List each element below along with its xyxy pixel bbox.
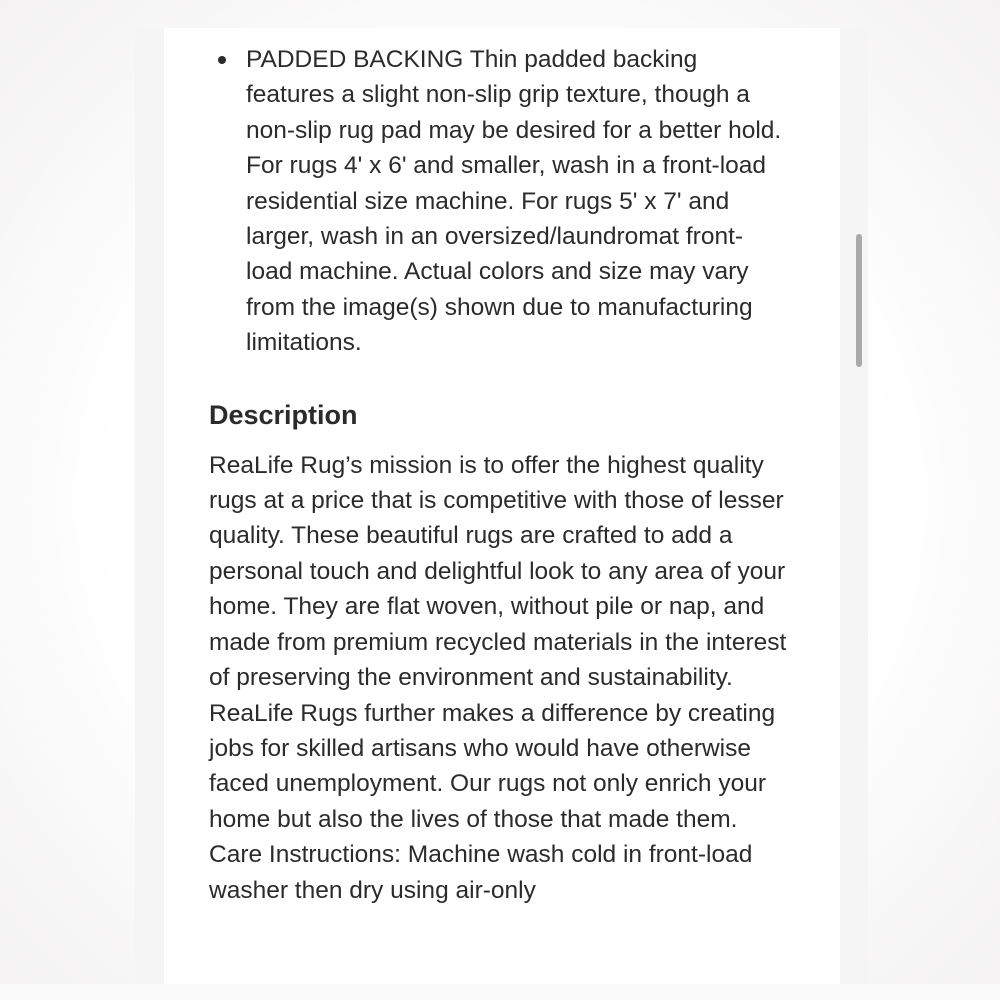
feature-bullet-text: PADDED BACKING Thin padded backing features a slight non-slip grip texture, though a non-slip rug pad may be desired for a better hold. For rugs 4' x 6' and smaller, wash in a front-load residential size machine. For rugs 5' x 7' and larger, wash in an oversized/laundromat front-load machine. Actual colors and size may vary from the image(s) shown due to manufacturing limitations. bbox=[246, 46, 782, 357]
vertical-scrollbar[interactable] bbox=[856, 234, 862, 367]
description-heading: Description bbox=[209, 399, 358, 430]
phone-screen bbox=[135, 28, 868, 1000]
product-details-content bbox=[209, 42, 809, 908]
bullet-dot-icon bbox=[218, 56, 226, 64]
product-details-page[interactable] bbox=[164, 28, 840, 1000]
feature-bullet-item bbox=[246, 42, 809, 361]
feature-bullet-list bbox=[209, 42, 809, 361]
bottom-edge bbox=[0, 984, 1000, 1000]
description-body: ReaLife Rug’s mission is to offer the highest quality rugs at a price that is competitive with those of lesser quality. These beautiful rugs are crafted to add a personal touch and delightful look to any area of your home. They are flat woven, without pile or nap, and made from premium recycled materials in the interest of preserving the environment and sustainability. ReaLife Rugs further makes a difference by creating jobs for skilled artisans who would have otherwise faced unemployment. Our rugs not only enrich your home but also the lives of those that made them. Care Instructions: Machine wash cold in front-load washer then dry using air-only bbox=[209, 451, 787, 904]
